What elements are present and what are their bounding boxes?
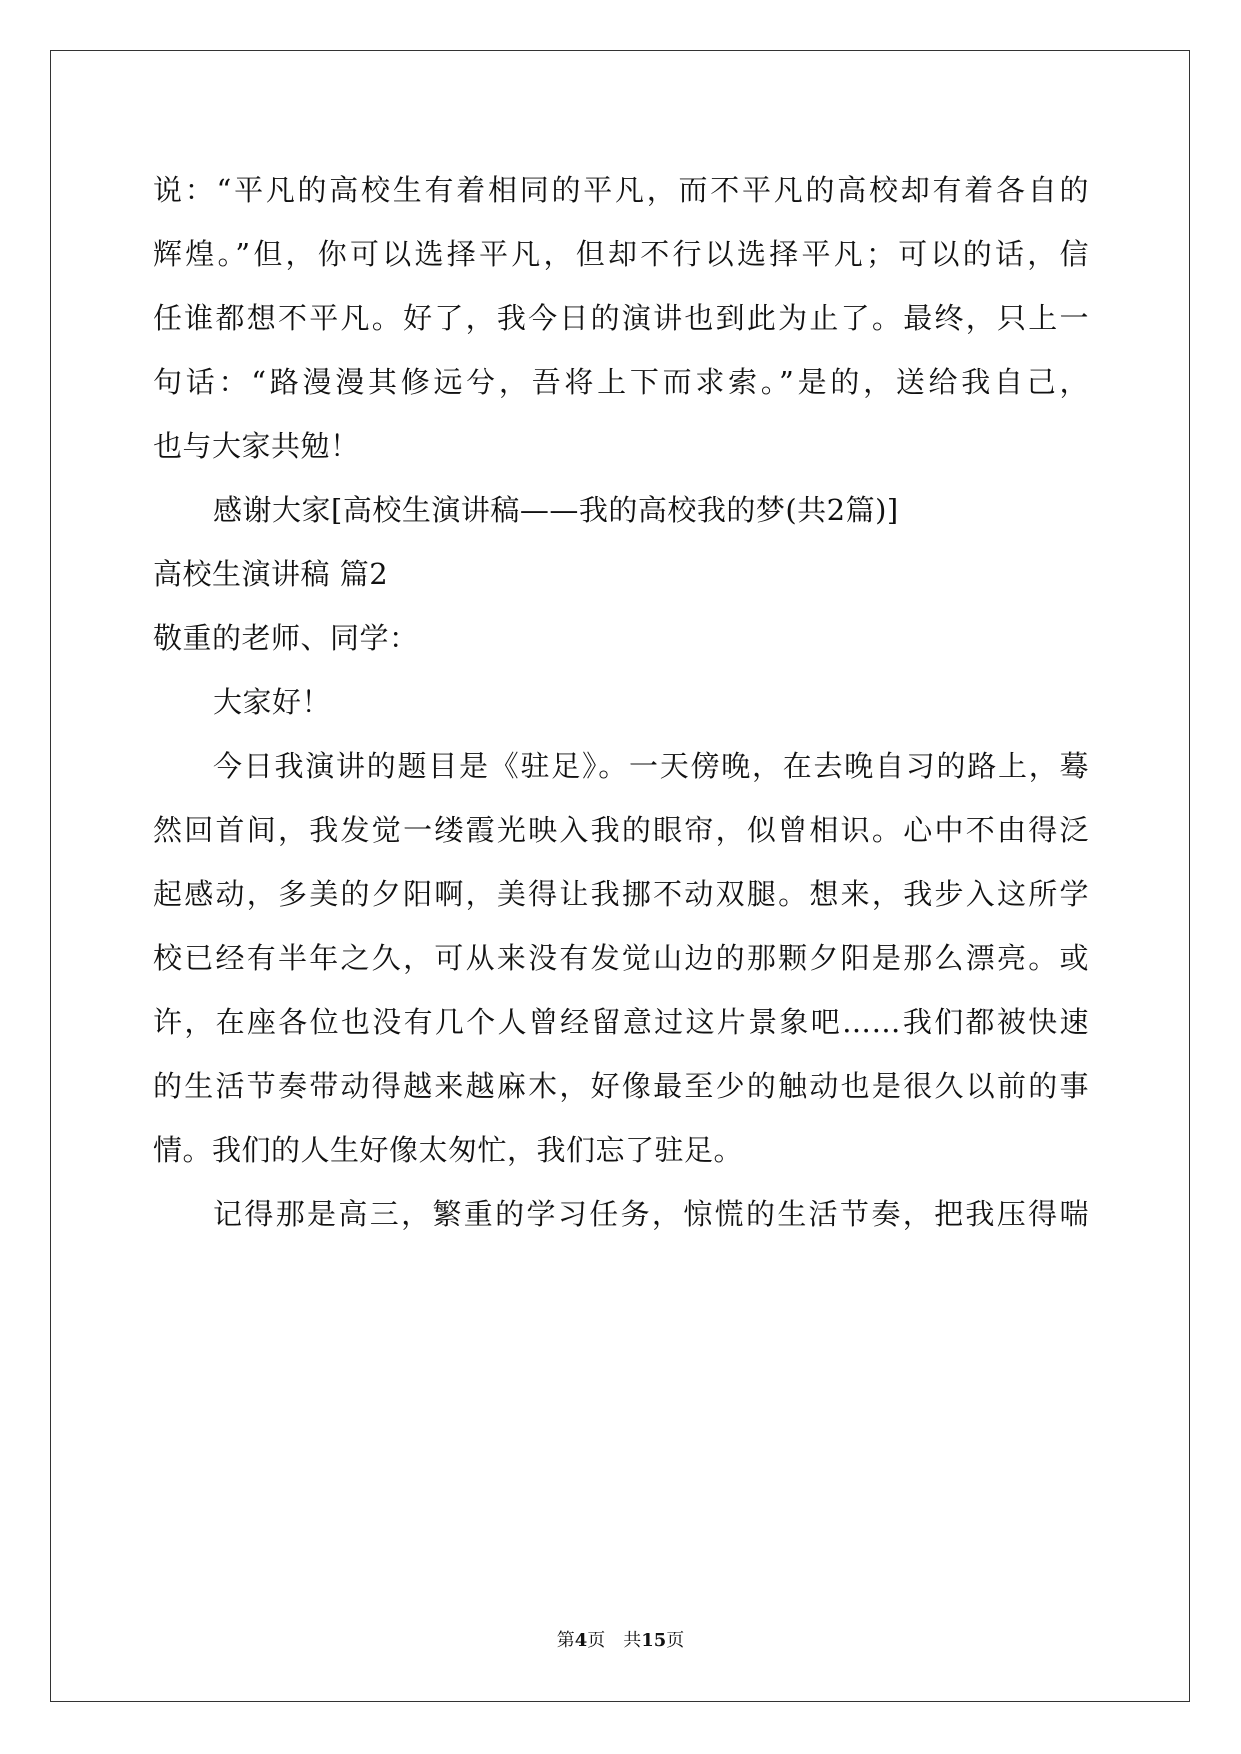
footer-suffix: 页	[666, 1630, 685, 1651]
text-line-11: 然回首间，我发觉一缕霞光映入我的眼帘，似曾相识。心中不由得泛	[153, 813, 1089, 847]
greeting: 大家好！	[213, 685, 332, 719]
footer-prefix: 第	[556, 1630, 575, 1651]
text-line-1: 说：“平凡的高校生有着相同的平凡，而不平凡的高校却有着各自的	[153, 173, 1089, 207]
text-line-16: 情。我们的人生好像太匆忙，我们忘了驻足。	[153, 1133, 744, 1167]
salutation: 敬重的老师、同学：	[153, 621, 419, 655]
text-line-6: 感谢大家[高校生演讲稿——我的高校我的梦(共2篇)]	[213, 493, 899, 527]
text-line-10: 今日我演讲的题目是《驻足》。一天傍晚，在去晚自习的路上，蓦	[213, 749, 1089, 783]
text-line-2: 辉煌。”但，你可以选择平凡，但却不行以选择平凡；可以的话，信	[153, 237, 1089, 271]
section-heading: 高校生演讲稿 篇2	[153, 557, 389, 591]
text-line-14: 许，在座各位也没有几个人曾经留意过这片景象吧……我们都被快速	[153, 1005, 1089, 1039]
document-body	[153, 165, 1089, 1253]
text-line-15: 的生活节奏带动得越来越麻木，好像最至少的触动也是很久以前的事	[153, 1069, 1089, 1103]
text-line-5: 也与大家共勉！	[153, 429, 360, 463]
footer-total-pages: 15	[641, 1630, 667, 1651]
page-footer	[0, 1626, 1241, 1652]
text-line-17: 记得那是高三，繁重的学习任务，惊慌的生活节奏，把我压得喘	[213, 1197, 1089, 1231]
text-line-12: 起感动，多美的夕阳啊，美得让我挪不动双腿。想来，我步入这所学	[153, 877, 1089, 911]
text-line-13: 校已经有半年之久，可从来没有发觉山边的那颗夕阳是那么漂亮。或	[153, 941, 1089, 975]
text-line-3: 任谁都想不平凡。好了，我今日的演讲也到此为止了。最终，只上一	[153, 301, 1089, 335]
text-line-4: 句话：“路漫漫其修远兮，吾将上下而求索。”是的，送给我自己，	[153, 365, 1089, 399]
footer-page-number: 4	[574, 1630, 588, 1651]
footer-middle: 页 共	[587, 1630, 642, 1651]
